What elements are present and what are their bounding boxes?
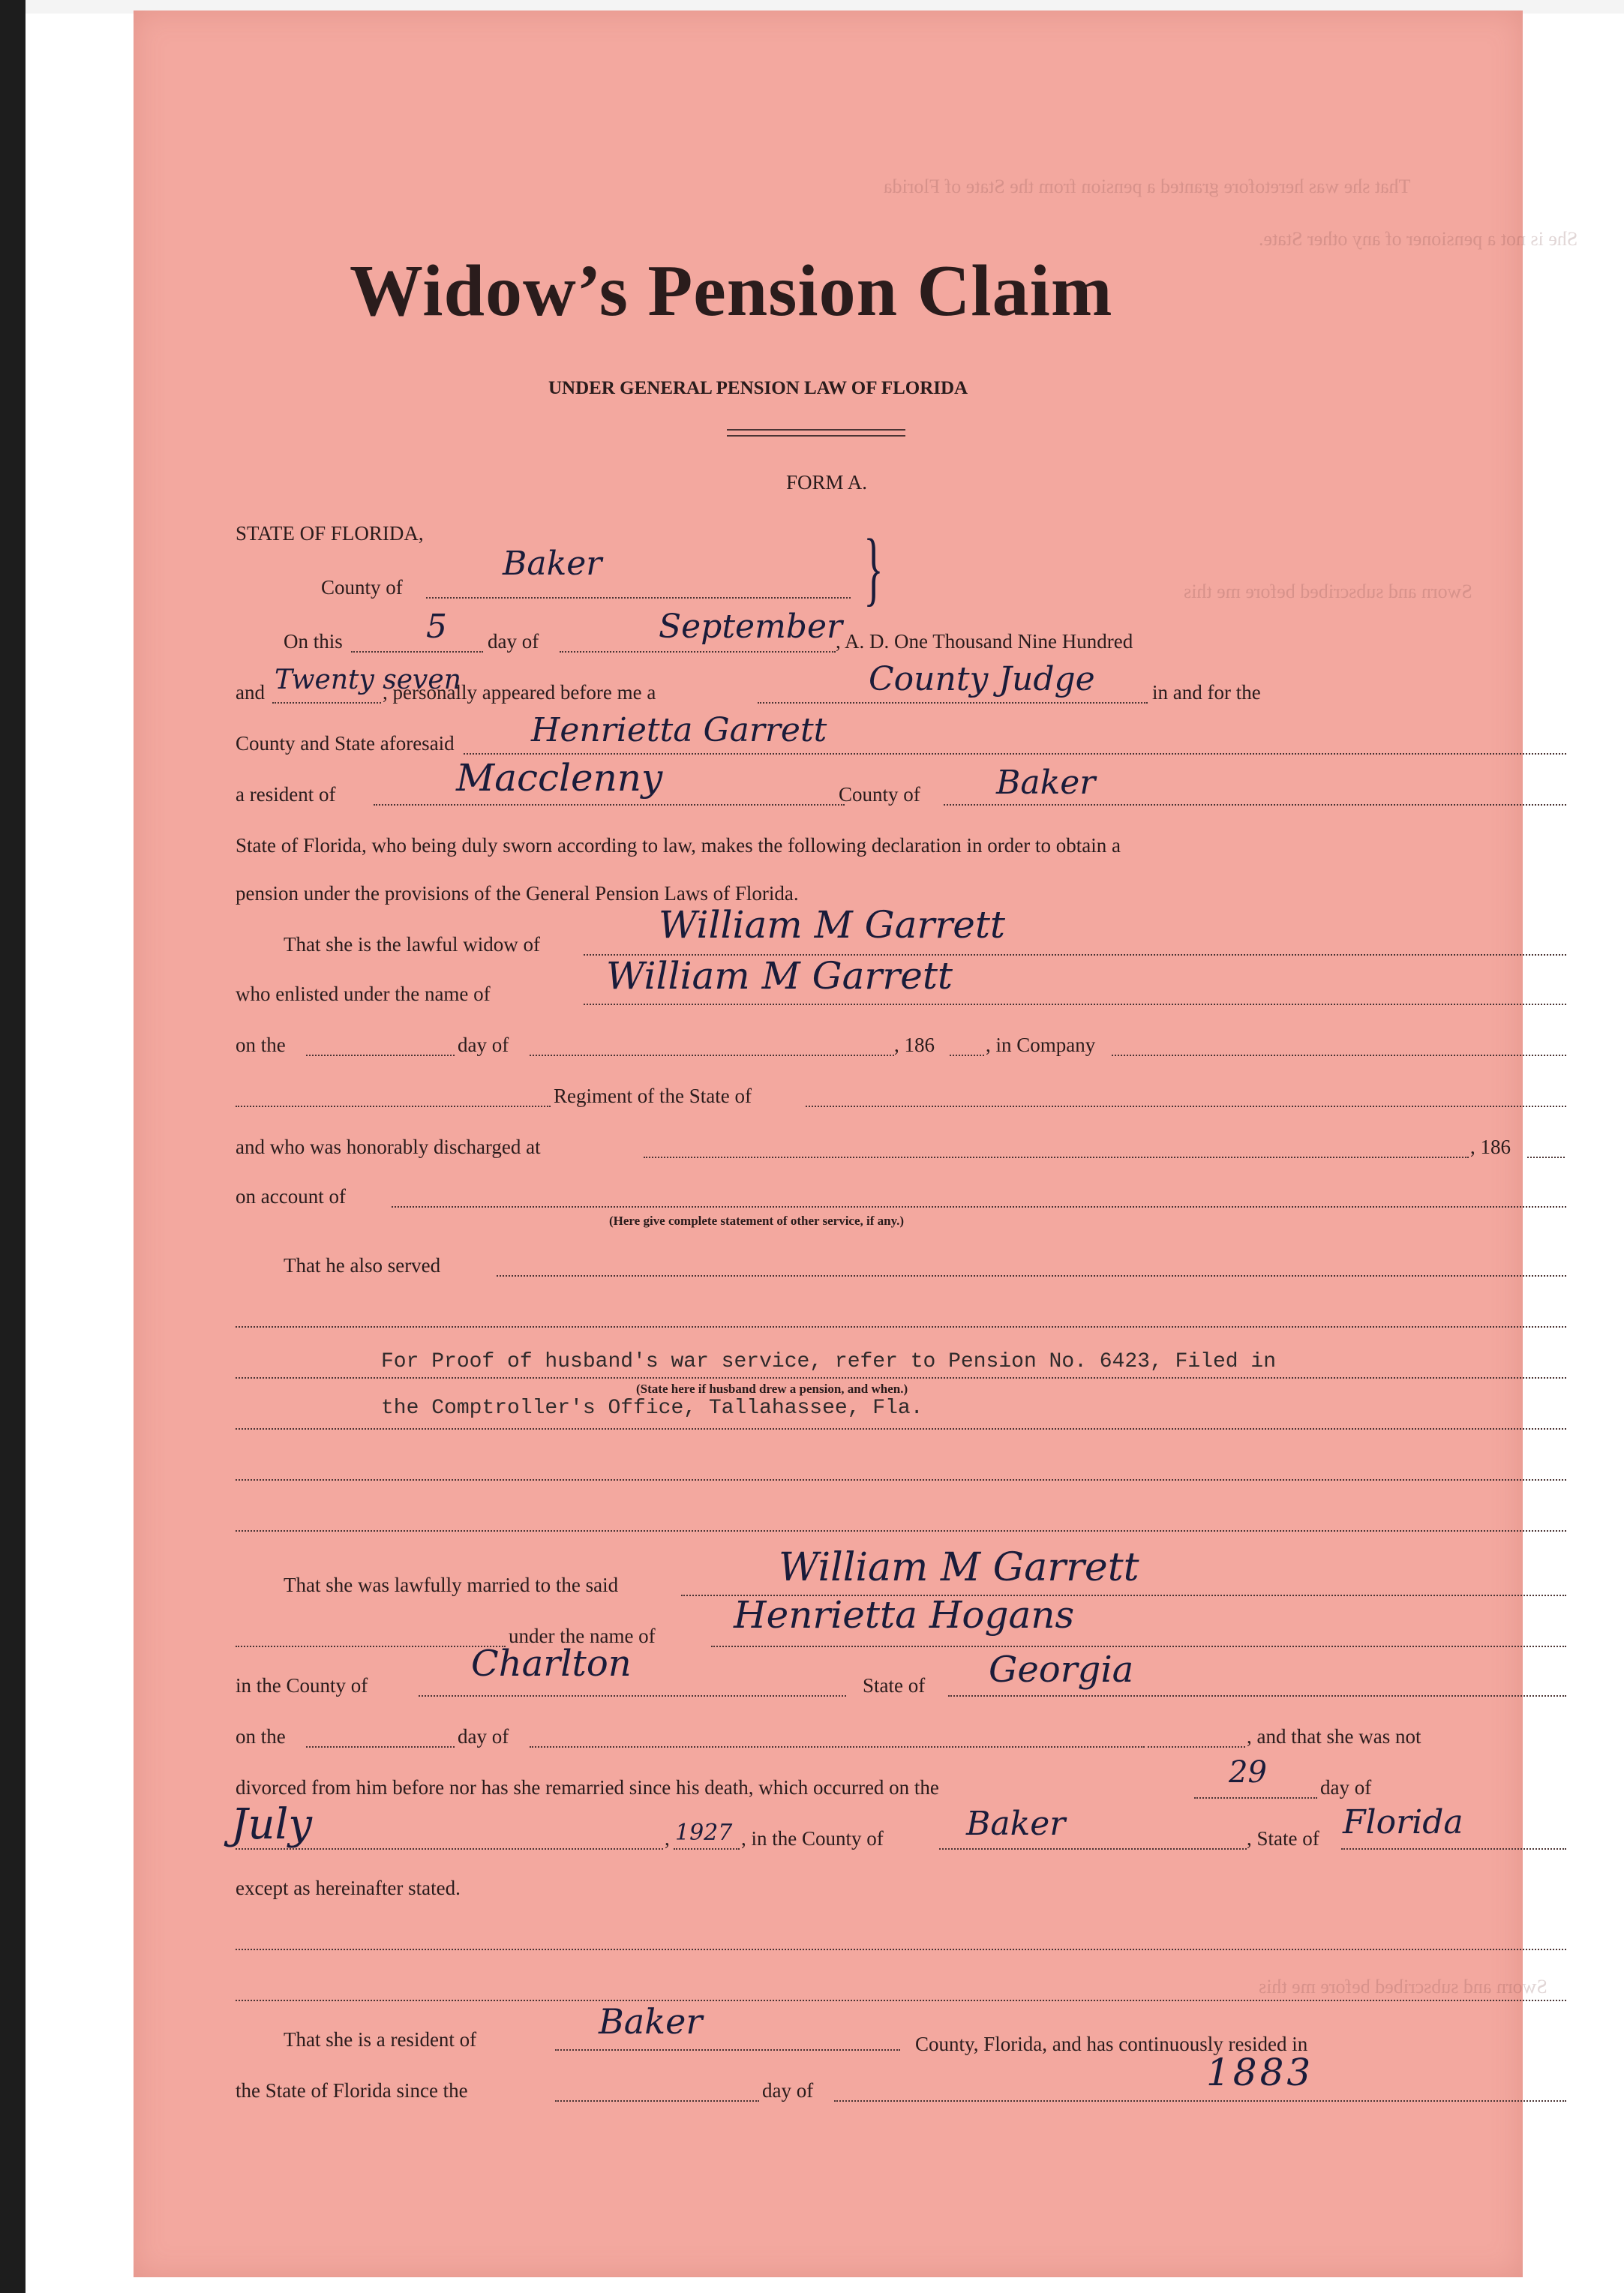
header-rule-1: [727, 429, 905, 431]
pension-note: (State here if husband drew a pension, and when.): [636, 1382, 908, 1396]
resident-since-value: 1883: [1206, 2051, 1314, 2094]
day-of-3-label: day of: [458, 1725, 509, 1748]
marriage-year-line: [1148, 1746, 1245, 1748]
form-label: FORM A.: [786, 471, 868, 494]
on-this-label: On this: [284, 630, 343, 653]
regiment-prefix-line: [236, 1106, 551, 1107]
year-186-label: , 186: [894, 1034, 935, 1056]
enlisted-name-value: William M Garrett: [606, 954, 953, 998]
death-state-line: [1341, 1848, 1566, 1850]
official-line: [758, 702, 1148, 704]
lawful-widow-label: That she is the lawful widow of: [284, 933, 540, 956]
enlist-day-of-label: day of: [458, 1034, 509, 1056]
on-account-of-label: on account of: [236, 1185, 346, 1208]
other-service-note: (Here give complete statement of other service, if any.): [609, 1214, 905, 1228]
year-words-line: [272, 702, 381, 704]
marriage-county-line: [419, 1695, 846, 1697]
death-month-line: [236, 1848, 663, 1850]
resident-county-value: Baker: [599, 2001, 703, 2042]
residence-county-line: [944, 804, 1566, 806]
married-to-value: William M Garrett: [779, 1545, 1139, 1590]
death-day-value: 29: [1229, 1755, 1267, 1790]
company-line: [1112, 1055, 1566, 1056]
resident-of-label: a resident of: [236, 783, 336, 806]
proof-line-3: [236, 1479, 1566, 1481]
proof-typed-line-1: For Proof of husband's war service, refer to Pension No. 6423, Filed in: [381, 1350, 1276, 1373]
day-value: 5: [426, 608, 447, 646]
resident-of-2-label: That she is a resident of: [284, 2028, 477, 2051]
residence-line: [374, 804, 845, 806]
and-label: and: [236, 681, 265, 704]
under-the-name-label: under the name of: [509, 1625, 656, 1647]
claimant-value: Henrietta Garrett: [531, 711, 827, 749]
resident-county-line: [555, 2049, 900, 2051]
ad-label: , A. D. One Thousand Nine Hundred: [836, 630, 1133, 653]
residence-county-value: Baker: [996, 764, 1096, 802]
in-the-county-2-label: , in the County of: [741, 1827, 884, 1850]
county-florida-label: County, Florida, and has continuously resided in: [915, 2033, 1308, 2055]
maiden-name-line: [711, 1646, 1566, 1647]
county-state-aforesaid-label: County and State aforesaid: [236, 732, 455, 755]
year-186-b-label: , 186: [1470, 1136, 1511, 1158]
residence-value: Macclenny: [456, 756, 663, 800]
except-line-2: [236, 2000, 1566, 2001]
enlist-month-line: [530, 1055, 894, 1056]
death-month-value: July: [231, 1800, 313, 1849]
pension-form-paper: That she was heretofore granted a pension from the State of Florida She is not a pensioner of any other State. Sworn and subscribed before me this Sworn and subscribed before me this Widow’s Pension Claim UNDER GENERAL PENSION LAW OF FLORIDA FORM A. STATE OF FLORIDA, County of Baker } On this 5 day of September , A. D. One Thousand Nine Hundred and Twenty seven , personally appeared before me a County Judge in and for the County and State aforesaid Henrietta Garrett a resident of Macclenny County of Baker State of Florida, who being duly sworn according to law, makes the following declaration in order to obtain a pension under the provisions of the General Pension Laws of Florida. That she is the lawful widow of William M Garrett who enlisted under the name of William M Garrett on the day of , 186 , in Company Regiment of the State of and who was honorably discharged at , 186 on account of (Here give complete statement of other service, if any.) That he also served For Proof of husband's war service, refer to Pension No. 6423, Filed in (State here if husband drew a pension, and when.) the Comptroller's Office, Tallahassee, Fla. That she was lawfully married to the said William M Garrett under the name of Henrietta Hogans in the County of Charlton State of Georgia on the day of , and that she was not divorced from him before nor has she remarried since his death, which occurred on the 29 day of July , 1927 , in the County of Baker , State of Florida except as hereinafter stated. That she is a resident of Baker County, Florida, and has continuously resided in the State of Florida since the day of 1883: [134, 11, 1523, 2277]
discharge-place-line: [644, 1157, 1469, 1158]
state-of-florida-label: STATE OF FLORIDA,: [236, 522, 424, 545]
claimant-line: [464, 753, 1566, 755]
on-the-2-label: on the: [236, 1725, 286, 1748]
enlist-day-line: [306, 1055, 455, 1056]
except-stated-label: except as hereinafter stated.: [236, 1877, 461, 1899]
also-served-line-2: [236, 1326, 1566, 1328]
not-divorced-label: , and that she was not: [1247, 1725, 1421, 1748]
state-of-label: State of: [863, 1674, 926, 1697]
declaration-line-1: State of Florida, who being duly sworn according to law, makes the following declaration in order to obtain a: [236, 834, 1121, 857]
except-line-1: [236, 1949, 1566, 1950]
marriage-state-line: [948, 1695, 1566, 1697]
proof-line-4: [236, 1530, 1566, 1532]
year-words-value: Twenty seven: [275, 665, 461, 695]
county-of-2-label: County of: [839, 783, 920, 806]
scan-edge-left: [0, 0, 26, 2293]
in-and-for-label: in and for the: [1152, 681, 1261, 704]
enlisted-under-label: who enlisted under the name of: [236, 983, 491, 1005]
death-year-line: [674, 1848, 740, 1850]
official-value: County Judge: [869, 660, 1095, 698]
regiment-label: Regiment of the State of: [554, 1085, 752, 1107]
on-the-label: on the: [236, 1034, 286, 1056]
state-of-2-label: , State of: [1247, 1827, 1319, 1850]
maiden-prefix-line: [236, 1646, 506, 1647]
death-year-prefix: ,: [665, 1827, 670, 1850]
day-of-4-label: day of: [1320, 1776, 1372, 1799]
proof-line-2: [236, 1428, 1566, 1430]
death-day-line: [1194, 1797, 1317, 1799]
divorced-line-label: divorced from him before nor has she remarried since his death, which occurred on the: [236, 1776, 939, 1799]
maiden-name-value: Henrietta Hogans: [734, 1593, 1075, 1637]
header-rule-2: [727, 435, 905, 437]
regiment-state-line: [806, 1106, 1566, 1107]
widow-of-value: William M Garrett: [659, 903, 1006, 947]
declaration-line-2: pension under the provisions of the General Pension Laws of Florida.: [236, 882, 799, 905]
account-line: [392, 1206, 1566, 1208]
enlisted-name-line: [584, 1004, 1566, 1005]
in-company-label: , in Company: [986, 1034, 1096, 1056]
marriage-day-line: [306, 1746, 455, 1748]
lawfully-married-label: That she was lawfully married to the said: [284, 1574, 619, 1596]
in-the-county-label: in the County of: [236, 1674, 368, 1697]
month-line: [560, 651, 836, 653]
form-subtitle: UNDER GENERAL PENSION LAW OF FLORIDA: [548, 378, 968, 398]
also-served-line-1: [497, 1275, 1566, 1277]
proof-typed-line-2: the Comptroller's Office, Tallahassee, Fla.: [381, 1397, 923, 1420]
county-line: [426, 597, 851, 599]
discharge-year-line: [1527, 1157, 1565, 1158]
brace: }: [863, 522, 884, 614]
county-label: County of: [321, 576, 403, 599]
marriage-state-value: Georgia: [989, 1649, 1134, 1691]
personally-appeared-label: , personally appeared before me a: [383, 681, 656, 704]
day-of-label: day of: [488, 630, 539, 653]
death-county-line: [939, 1848, 1247, 1850]
proof-line-1: [236, 1377, 1566, 1379]
since-date-line: [834, 2100, 1566, 2102]
county-value: Baker: [503, 545, 602, 583]
death-county-value: Baker: [966, 1805, 1066, 1843]
state-since-label: the State of Florida since the: [236, 2079, 468, 2102]
death-state-value: Florida: [1343, 1803, 1463, 1841]
day-of-5-label: day of: [762, 2079, 814, 2102]
day-line: [351, 651, 483, 653]
death-year-value: 1927: [675, 1820, 733, 1846]
enlist-year-line: [950, 1055, 984, 1056]
honorably-discharged-label: and who was honorably discharged at: [236, 1136, 541, 1158]
also-served-label: That he also served: [284, 1254, 441, 1277]
marriage-county-value: Charlton: [471, 1643, 632, 1685]
form-title: Widow’s Pension Claim: [350, 251, 1113, 332]
since-day-line: [555, 2100, 759, 2102]
marriage-month-line: [530, 1746, 1145, 1748]
month-value: September: [659, 608, 843, 646]
